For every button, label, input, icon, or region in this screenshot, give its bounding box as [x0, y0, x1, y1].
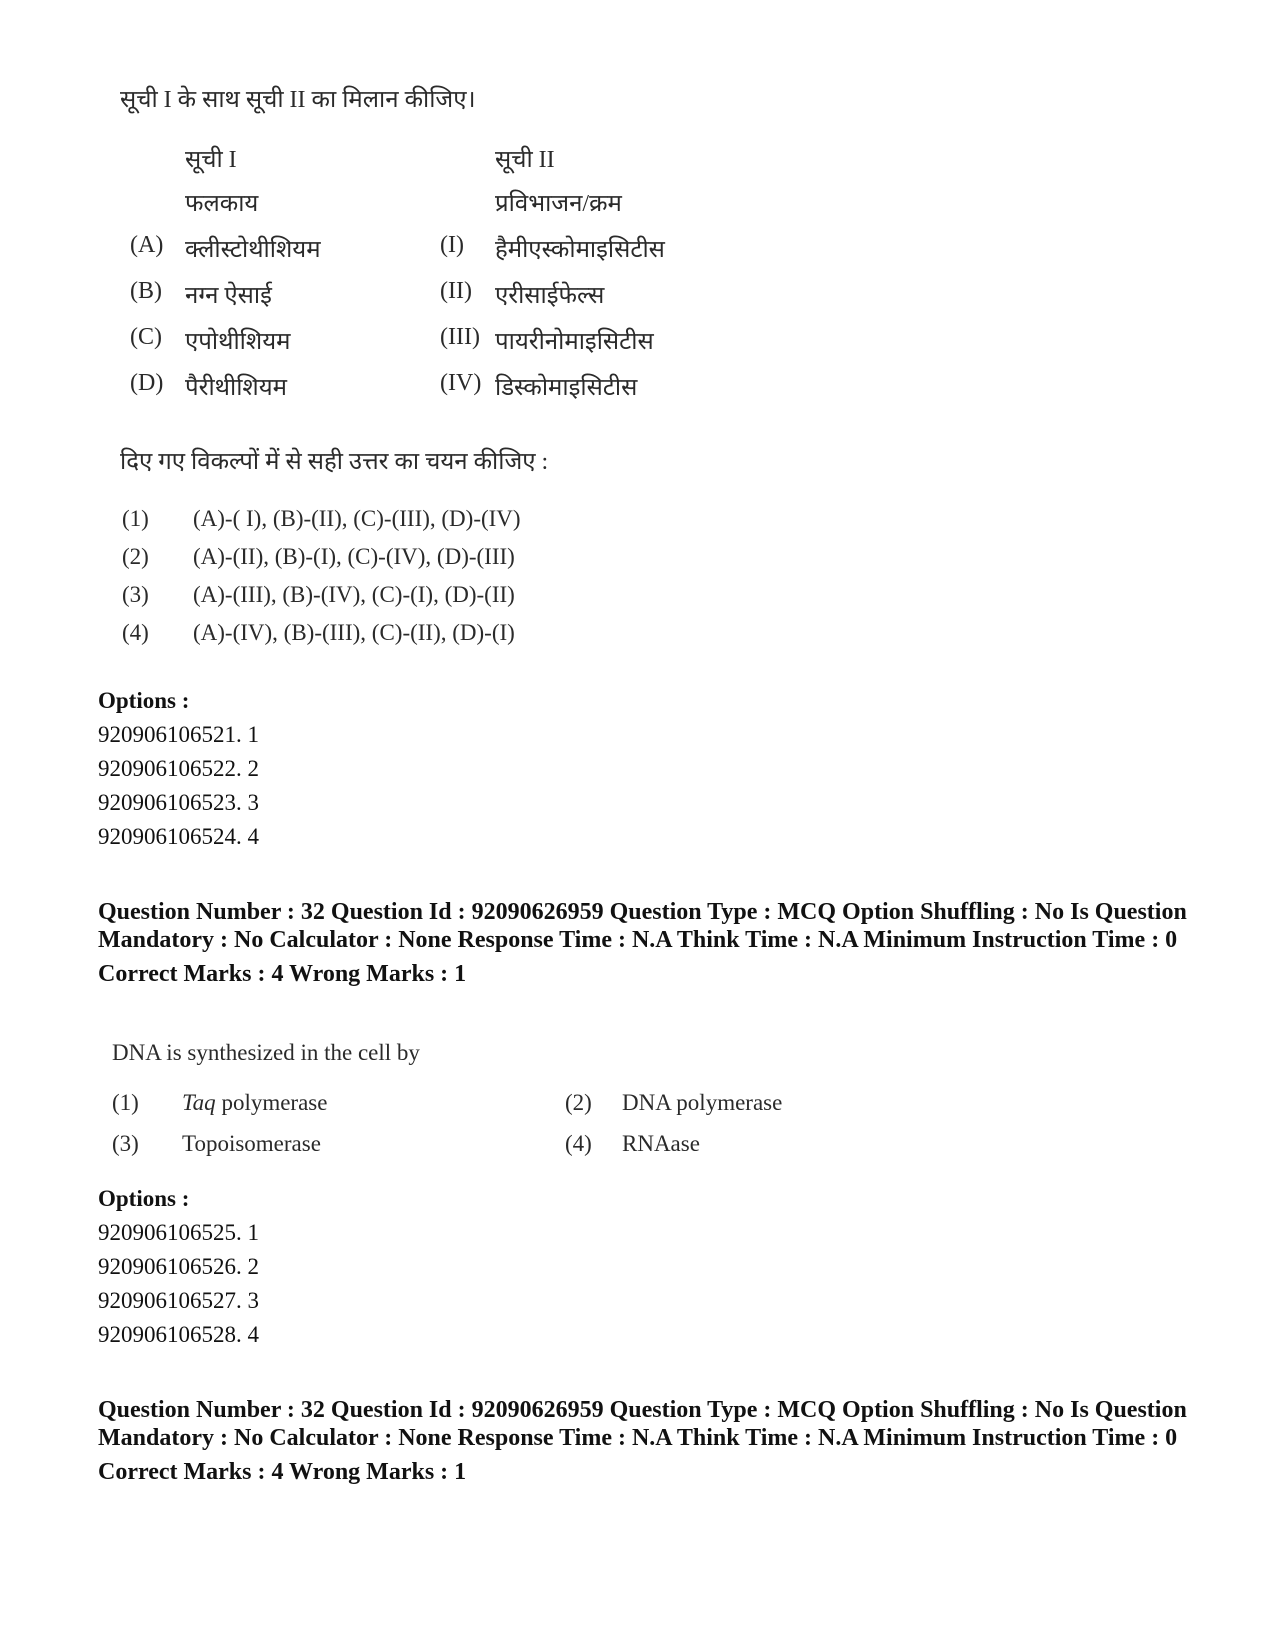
match-row-label-right: (I) [440, 232, 464, 258]
match-row-label-left: (D) [130, 370, 164, 396]
match-row-label-left: (B) [130, 278, 162, 304]
choice-number: (2) [565, 1090, 592, 1115]
choose-answer-instruction: दिए गए विकल्पों में से सही उत्तर का चयन कीजिए : [120, 449, 549, 475]
option-item: 920906106526. 2 [98, 1254, 259, 1279]
match-row-label-left: (A) [130, 232, 164, 258]
option-item: 920906106524. 4 [98, 824, 259, 849]
option-item: 920906106525. 1 [98, 1220, 259, 1245]
answer-text: (A)-(III), (B)-(IV), (C)-(I), (D)-(II) [193, 582, 515, 607]
list-2-heading: सूची II [495, 147, 555, 173]
question-meta-2 [98, 1396, 1198, 1486]
match-row-label-left: (C) [130, 324, 162, 350]
answer-number: (3) [122, 582, 149, 607]
question-meta-1 [98, 898, 1198, 988]
list-1-heading: सूची I [185, 147, 237, 173]
question-2-text: DNA is synthesized in the cell by [112, 1040, 420, 1065]
choice-number: (1) [112, 1090, 139, 1115]
match-row-label-right: (III) [440, 324, 480, 350]
answer-text: (A)-(II), (B)-(I), (C)-(IV), (D)-(III) [193, 544, 515, 569]
match-row-text-right: पायरीनोमाइसिटीस [495, 329, 654, 355]
answer-text: (A)-( I), (B)-(II), (C)-(III), (D)-(IV) [193, 506, 521, 531]
match-row-label-right: (IV) [440, 370, 482, 396]
answer-text: (A)-(IV), (B)-(III), (C)-(II), (D)-(I) [193, 620, 515, 645]
options-title: Options : [98, 1186, 190, 1211]
list-1-subheading: फलकाय [185, 191, 259, 217]
choice-italic-text: Taq [182, 1090, 216, 1115]
match-row-text-left: पैरीथीशियम [185, 375, 288, 401]
match-row-text-right: एरीसाईफेल्स [495, 283, 605, 309]
match-row-text-left: नग्न ऐसाई [185, 283, 272, 309]
option-item: 920906106522. 2 [98, 756, 259, 781]
choice-number: (3) [112, 1131, 139, 1156]
question-meta-line: Question Number : 32 Question Id : 92090626959 Question Type : MCQ Option Shuffling : No Is Question Mandatory : No Calculator : None Response Time : N.A Think Time : N.A Minimum Instruction Time : 0 [98, 899, 1187, 953]
marks-line: Correct Marks : 4 Wrong Marks : 1 [98, 961, 467, 987]
options-list-2 [98, 1182, 259, 1352]
option-item: 920906106521. 1 [98, 722, 259, 747]
choice-text: DNA polymerase [622, 1090, 783, 1115]
answer-number: (2) [122, 544, 149, 569]
choice-text [182, 1090, 327, 1116]
match-row-label-right: (II) [440, 278, 472, 304]
option-item: 920906106527. 3 [98, 1288, 259, 1313]
options-title: Options : [98, 688, 190, 713]
option-item: 920906106528. 4 [98, 1322, 259, 1347]
choice-text: Topoisomerase [182, 1131, 321, 1156]
choice-number: (4) [565, 1131, 592, 1156]
option-item: 920906106523. 3 [98, 790, 259, 815]
match-row-text-right: डिस्कोमाइसिटीस [495, 375, 638, 401]
choice-plain-text: polymerase [215, 1090, 328, 1115]
options-list-1 [98, 684, 259, 854]
match-row-text-right: हैमीएस्कोमाइसिटीस [495, 237, 665, 263]
question-1-instruction: सूची I के साथ सूची II का मिलान कीजिए। [120, 87, 476, 113]
answer-number: (4) [122, 620, 149, 645]
match-row-text-left: एपोथीशियम [185, 329, 291, 355]
list-2-subheading: प्रविभाजन/क्रम [495, 191, 622, 217]
marks-line: Correct Marks : 4 Wrong Marks : 1 [98, 1459, 467, 1485]
choice-text: RNAase [622, 1131, 700, 1156]
question-meta-line: Question Number : 32 Question Id : 92090626959 Question Type : MCQ Option Shuffling : No Is Question Mandatory : No Calculator : None Response Time : N.A Think Time : N.A Minimum Instruction Time : 0 [98, 1397, 1187, 1451]
match-row-text-left: क्लीस्टोथीशियम [185, 237, 321, 263]
answer-number: (1) [122, 506, 149, 531]
